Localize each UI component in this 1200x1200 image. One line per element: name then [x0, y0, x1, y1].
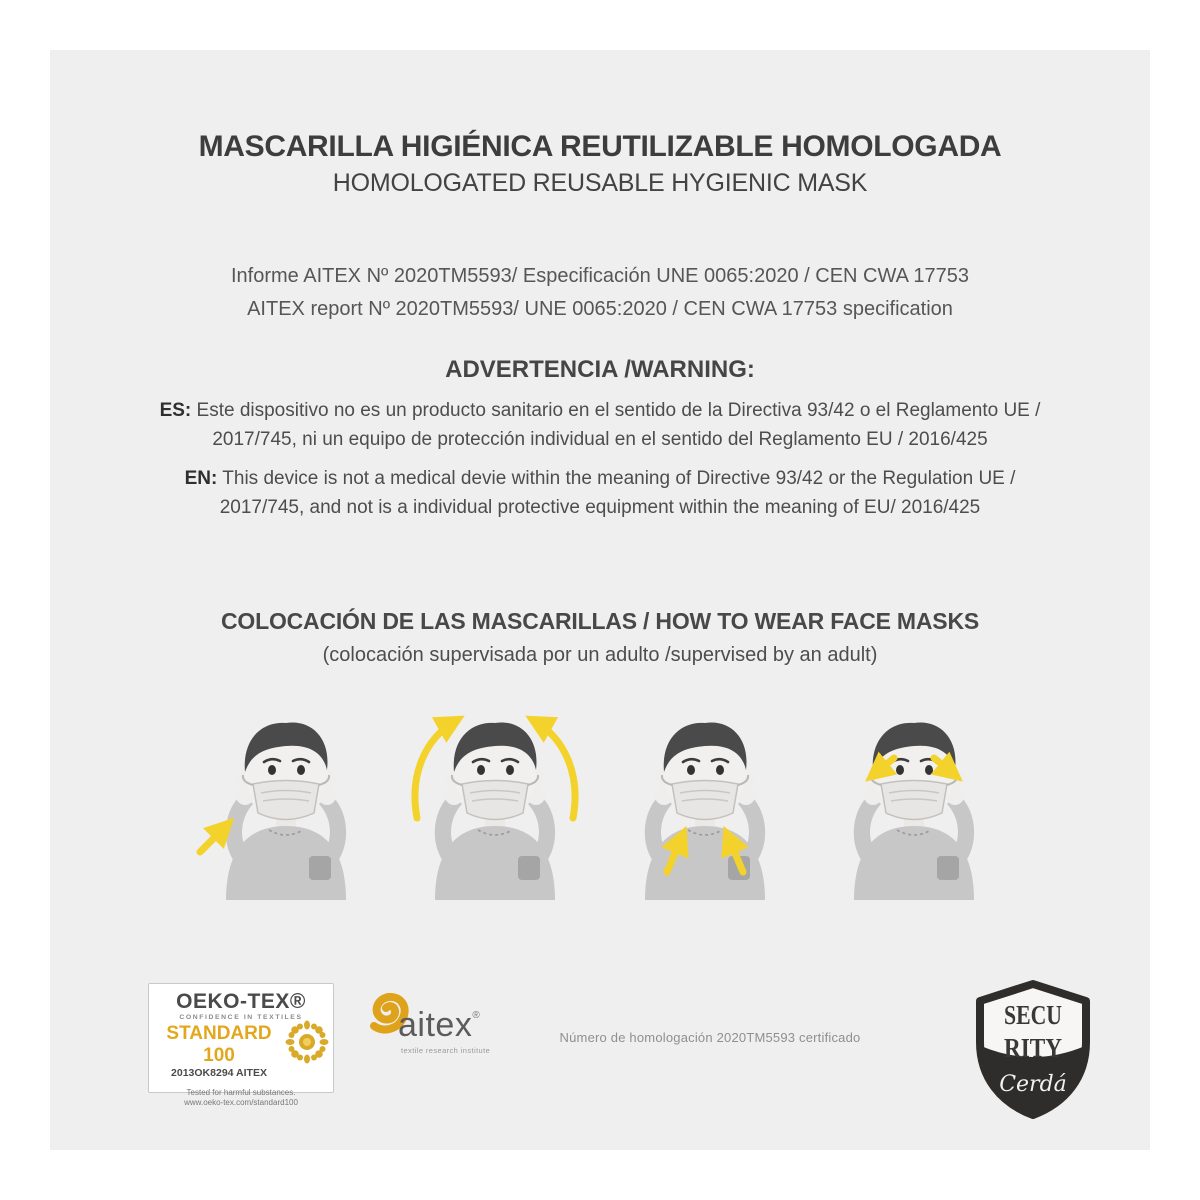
warning-heading: ADVERTENCIA /WARNING:	[445, 356, 755, 383]
step-1-hold-mask-illustration	[190, 700, 382, 900]
warning-en-label: EN:	[184, 468, 218, 489]
warning-es-label: ES:	[159, 400, 192, 421]
page-title: MASCARILLA HIGIÉNICA REUTILIZABLE HOMOLOGADA	[198, 130, 1002, 163]
certification-reference	[50, 260, 1150, 326]
security-cerda-badge	[972, 978, 1094, 1120]
homologation-number-text: Número de homologación 2020TM5593 certificado	[559, 1030, 861, 1045]
oeko-tex-brand: OEKO-TEX®	[176, 990, 306, 1013]
badge-word-bottom	[1004, 1034, 1062, 1064]
aitex-logo	[352, 980, 502, 1072]
oeko-tex-flower-icon	[285, 1020, 329, 1064]
svg-text:RITY: RITY	[1004, 1033, 1062, 1064]
warning-es-text: Este dispositivo no es un producto sanitario en el sentido de la Directiva 93/42 o el Reglamento UE / 2017/745, ni un equipo de protección individual en el sentido del Reglamento EU / 2016/425	[196, 400, 1041, 450]
oeko-tex-label	[148, 983, 334, 1107]
svg-text:SECU: SECU	[1004, 1000, 1062, 1031]
howto-steps-row	[190, 700, 1010, 900]
aitex-wordmark: aitex®	[398, 1006, 481, 1044]
warning-en-text: This device is not a medical devie within the meaning of Directive 93/42 or the Regulation UE / 2017/745, and not is a individual protective equipment within the meaning of EU/ 2016/425	[219, 468, 1016, 518]
oeko-tex-tested-text: Tested for harmful substances.	[186, 1088, 296, 1097]
report-line-english: AITEX report Nº 2020TM5593/ UNE 0065:2020 / CEN CWA 17753 specification	[247, 298, 953, 320]
aitex-subtitle: textile research institute	[401, 1046, 491, 1055]
oeko-tex-url: www.oeko-tex.com/standard100	[184, 1098, 298, 1107]
warning-paragraph-english	[150, 464, 1050, 522]
warning-paragraph-spanish	[150, 396, 1050, 454]
howto-subheading: (colocación supervisada por un adulto /supervised by an adult)	[322, 644, 878, 666]
report-line-spanish: Informe AITEX Nº 2020TM5593/ Especificación UNE 0065:2020 / CEN CWA 17753	[230, 265, 970, 287]
step-2-pull-ear-loops-illustration	[399, 700, 591, 900]
step-3-adjust-mask-illustration	[609, 700, 801, 900]
page-title-english: HOMOLOGATED REUSABLE HYGIENIC MASK	[332, 169, 868, 197]
oeko-tex-standard: STANDARD 100	[166, 1023, 272, 1066]
aitex-registered-mark: ®	[472, 1010, 481, 1021]
gray-panel	[50, 50, 1150, 1150]
step-4-pinch-nose-illustration	[818, 700, 1010, 900]
oeko-tex-certificate-code: 2013OK8294 AITEX	[171, 1067, 267, 1079]
howto-heading: COLOCACIÓN DE LAS MASCARILLAS / HOW TO WEAR FACE MASKS	[221, 608, 979, 634]
oeko-tex-tagline: CONFIDENCE IN TEXTILES	[179, 1014, 303, 1021]
badge-word-top	[1004, 1001, 1062, 1031]
badge-script-cerda: Cerdá	[999, 1072, 1067, 1097]
